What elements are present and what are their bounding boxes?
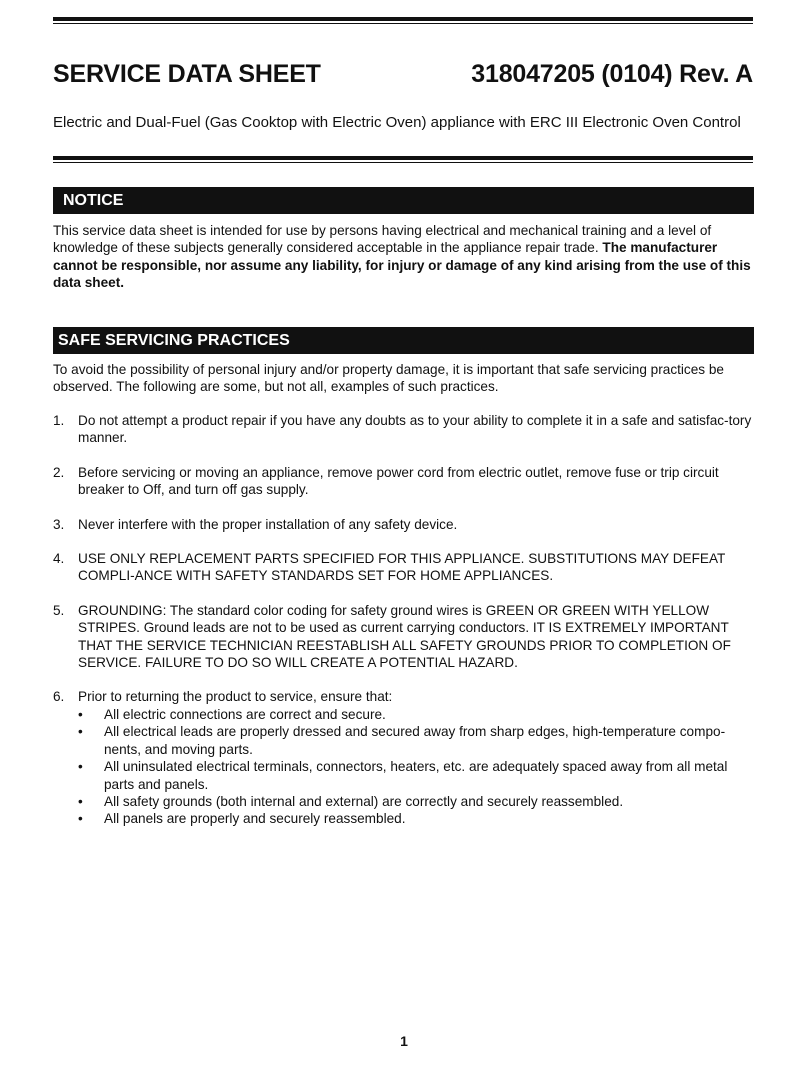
item-number: 2. (53, 464, 65, 480)
notice-text-regular: This service data sheet is intended for use by persons having electrical and mechanical training and a level of knowledge of these subjects generally considered acceptable in the appliance repair trade. (53, 223, 712, 256)
list-item (53, 412, 755, 447)
bullet-glyph: • (78, 811, 83, 827)
notice-heading: NOTICE (53, 187, 754, 214)
item-number: 1. (53, 413, 65, 428)
safe-servicing-heading: SAFE SERVICING PRACTICES (53, 327, 754, 354)
item-text: GROUNDING: The standard color coding for safety ground wires is GREEN OR GREEN WITH YELLOW STRIPES. Ground leads are not to be used as current carrying conductors. IT IS EXTREMELY IMPORTANT THAT THE SERVICE TECHNICIAN REESTABLISH ALL SAFETY GROUNDS PRIOR TO COMPLETION OF SERVICE. FAILURE TO DO SO WILL CREATE A POTENTIAL HAZARD. (78, 602, 731, 671)
notice-paragraph (53, 222, 753, 292)
notice-text-bold: The manufacturer cannot be responsible, nor assume any liability, for injury or damage of any kind arising from the use of this data sheet. (53, 240, 751, 291)
list-item (53, 602, 755, 672)
item-number: 5. (53, 602, 65, 618)
bullet-glyph: • (78, 724, 83, 740)
safe-servicing-intro: To avoid the possibility of personal injury and/or property damage, it is important that safe servicing practices be observed. The following are some, but not all, examples of such practices. (53, 362, 724, 395)
item-number: 3. (53, 516, 65, 532)
list-item (53, 688, 755, 827)
safe-practices-list (53, 412, 755, 845)
bullet-item (78, 706, 755, 723)
checklist-bullets (78, 706, 755, 828)
page-number: 1 (400, 1033, 408, 1049)
list-item (53, 464, 755, 499)
list-item (53, 550, 755, 585)
bullet-text: All uninsulated electrical terminals, connectors, heaters, etc. are adequately spaced away from all metal parts and panels. (104, 759, 728, 792)
document-title: SERVICE DATA SHEET (53, 60, 321, 88)
bullet-glyph: • (78, 706, 83, 722)
item-text: Prior to returning the product to service, ensure that: (78, 689, 393, 705)
item-number: 6. (53, 689, 65, 705)
list-item (53, 516, 755, 533)
bullet-glyph: • (78, 793, 83, 809)
item-text: Do not attempt a product repair if you have any doubts as to your ability to complete it in a safe and satisfac-tory manner. (78, 413, 752, 446)
document-subtitle: Electric and Dual-Fuel (Gas Cooktop with Electric Oven) appliance with ERC III Electronic Oven Control (53, 114, 741, 131)
item-text: Before servicing or moving an appliance, remove power cord from electric outlet, remove fuse or trip circuit breaker to Off, and turn off gas supply. (78, 464, 719, 498)
title-row (53, 60, 753, 89)
document-number: 318047205 (0104) Rev. A (471, 60, 753, 88)
bullet-item (78, 723, 755, 758)
bullet-text: All electric connections are correct and secure. (104, 706, 386, 722)
bullet-text: All panels are properly and securely reassembled. (104, 811, 406, 827)
item-text: USE ONLY REPLACEMENT PARTS SPECIFIED FOR THIS APPLIANCE. SUBSTITUTIONS MAY DEFEAT COMPLI-ANCE WITH SAFETY STANDARDS SET FOR HOME APPLIANCES. (78, 551, 726, 584)
bullet-glyph: • (78, 759, 83, 775)
bullet-item (78, 810, 755, 827)
bullet-item (78, 793, 755, 810)
item-text: Never interfere with the proper installation of any safety device. (78, 516, 458, 532)
bullet-text: All safety grounds (both internal and external) are correctly and securely reassembled. (104, 793, 624, 809)
item-number: 4. (53, 551, 65, 567)
bullet-text: All electrical leads are properly dressed and secured away from sharp edges, high-temperature compo-nents, and moving parts. (104, 724, 726, 757)
header-bottom-double-rule (53, 156, 753, 163)
bullet-item (78, 758, 755, 793)
top-double-rule (53, 17, 753, 24)
